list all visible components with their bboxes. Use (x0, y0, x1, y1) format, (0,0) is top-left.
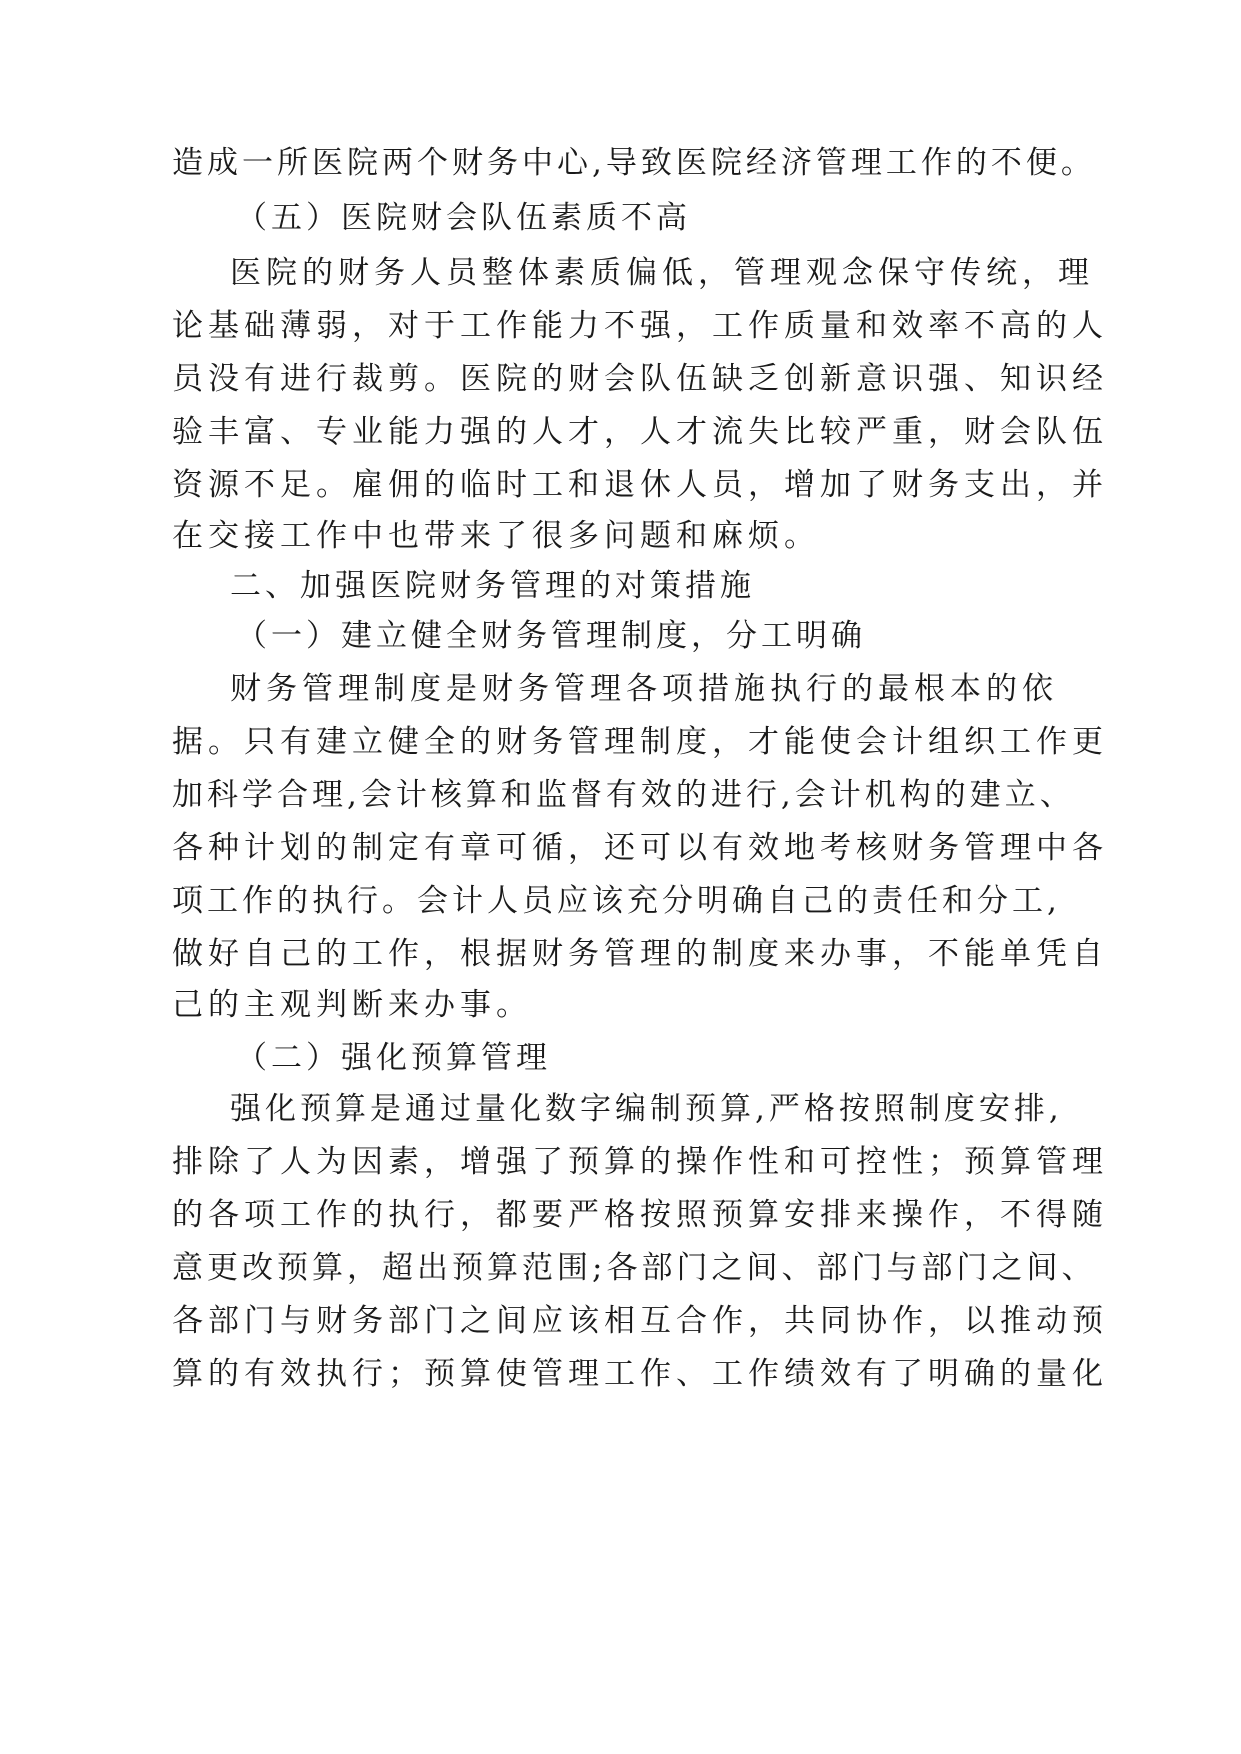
text-line: 做好自己的工作，根据财务管理的制度来办事，不能单凭自 (172, 936, 1108, 972)
text-line: 员没有进行裁剪。医院的财会队伍缺乏创新意识强、知识经 (172, 361, 1108, 397)
text-line: 意更改预算，超出预算范围;各部门之间、部门与部门之间、 (172, 1250, 1097, 1286)
text-line: 据。只有建立健全的财务管理制度，才能使会计组织工作更 (172, 724, 1108, 760)
text-line: 资源不足。雇佣的临时工和退休人员，增加了财务支出，并 (172, 467, 1108, 503)
text-line: 财务管理制度是财务管理各项措施执行的最根本的依 (230, 671, 1058, 707)
text-line: 论基础薄弱，对于工作能力不强，工作质量和效率不高的人 (172, 308, 1108, 344)
text-line: 造成一所医院两个财务中心,导致医院经济管理工作的不便。 (172, 145, 1096, 181)
text-line: 验丰富、专业能力强的人才，人才流失比较严重，财会队伍 (172, 414, 1108, 450)
text-line: 强化预算是通过量化数字编制预算,严格按照制度安排, (230, 1091, 1063, 1127)
text-line: 医院的财务人员整体素质偏低，管理观念保守传统，理 (230, 255, 1094, 291)
section-heading: （五）医院财会队伍素质不高 (236, 200, 691, 236)
text-line: 算的有效执行；预算使管理工作、工作绩效有了明确的量化 (172, 1356, 1108, 1392)
text-line: 的各项工作的执行，都要严格按照预算安排来操作，不得随 (172, 1197, 1108, 1233)
section-heading: 二、加强医院财务管理的对策措施 (230, 568, 755, 604)
section-heading: （一）建立健全财务管理制度，分工明确 (236, 618, 866, 654)
text-line: 项工作的执行。会计人员应该充分明确自己的责任和分工, (172, 883, 1061, 919)
text-line: 己的主观判断来办事。 (172, 987, 532, 1023)
section-heading: （二）强化预算管理 (236, 1040, 551, 1076)
text-line: 各种计划的制定有章可循，还可以有效地考核财务管理中各 (172, 830, 1108, 866)
text-line: 加科学合理,会计核算和监督有效的进行,会计机构的建立、 (172, 777, 1075, 813)
text-line: 各部门与财务部门之间应该相互合作，共同协作，以推动预 (172, 1303, 1108, 1339)
text-line: 排除了人为因素，增强了预算的操作性和可控性；预算管理 (172, 1144, 1108, 1180)
text-line: 在交接工作中也带来了很多问题和麻烦。 (172, 518, 820, 554)
